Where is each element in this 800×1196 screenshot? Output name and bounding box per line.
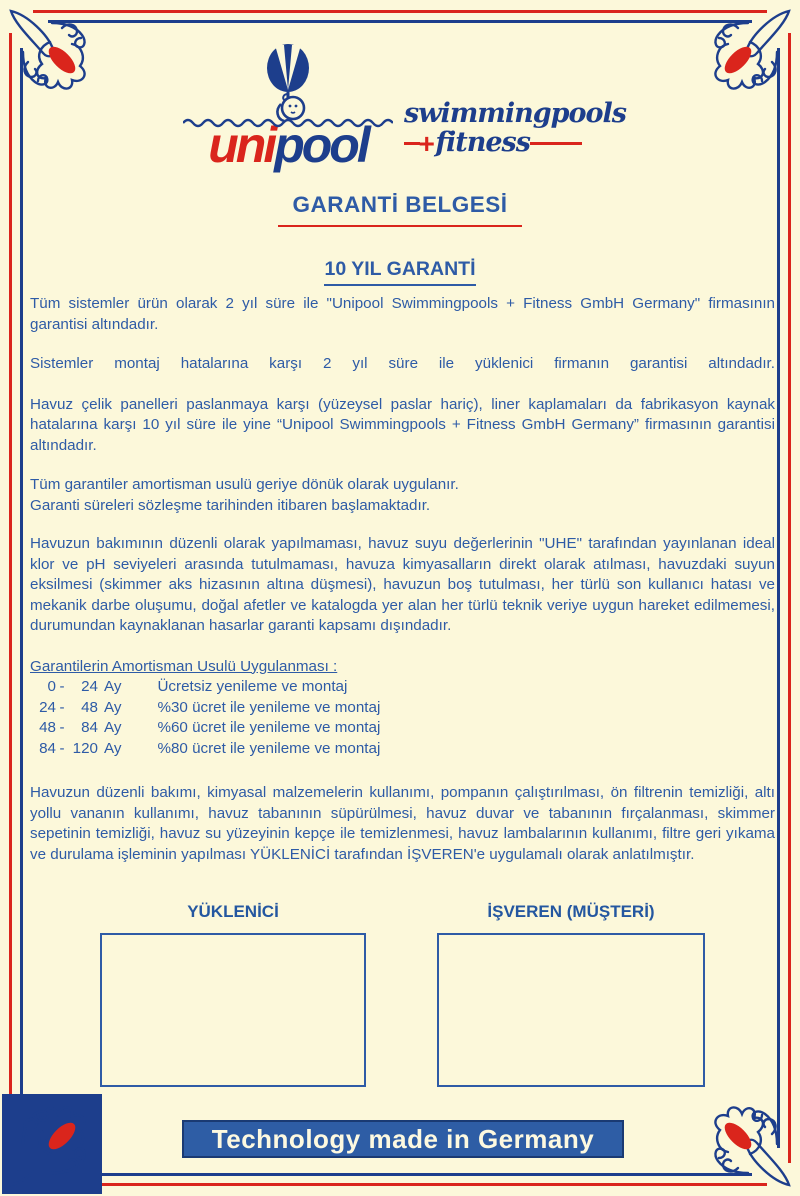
frame-line-red-top (33, 10, 767, 13)
range-from: 84 (39, 739, 56, 757)
document-subtitle (0, 258, 800, 286)
frame-line-blue-bottom (48, 1173, 752, 1176)
schedule-description: %60 ücret ile yenileme ve montaj (157, 719, 381, 736)
amortization-schedule-heading: Garantilerin Amortisman Usulü Uygulanması : (30, 657, 338, 675)
frame-line-blue-top (48, 20, 752, 23)
range-to: 84 (81, 719, 98, 736)
document-title-text: GARANTİ BELGESİ (278, 192, 521, 227)
plus-sign: + (418, 127, 435, 159)
schedule-description: %80 ücret ile yenileme ve montaj (157, 739, 381, 757)
range-to: 48 (81, 698, 98, 716)
document-title (0, 192, 800, 227)
paragraph-exclusions: Havuzun bakımının düzenli olarak yapılmaması, havuz suyu değerlerinin "UHE" tarafından yayınlanan ideal klor ve pH seviyeleri arasında tutulmaması, havuza kimyasalların direkt olarak atılması, havuzdaki suyun eksilmesi (skimmer aks hizasının altına düşmesi), havuzun boş tutulması, her türlü son kullanıcı hatası ve mekanik darbe oluşumu, doğal afetler ve katalogda yer alan her türlü teknik veriye uygun hareket edilmemesi, durumundan kaynaklanan hasarlar garanti kapsamı dışındadır. (30, 535, 775, 634)
range-to: 24 (81, 678, 98, 695)
signature-customer-box (437, 933, 705, 1087)
schedule-row (30, 739, 775, 760)
technology-banner (182, 1120, 624, 1158)
range-from: 24 (39, 698, 56, 716)
paragraph-product-warranty: Tüm sistemler ürün olarak 2 yıl süre ile "Unipool Swimmingpools + Fitness GmbH Germany" firmasının garantisi altındadır. (30, 295, 775, 333)
warranty-terms (30, 294, 775, 865)
signature-contractor-label: YÜKLENİCİ (187, 902, 279, 921)
paragraph-installation-warranty: Sistemler montaj hatalarına karşı 2 yıl süre ile yüklenici firmanın garantisi altındadır. (30, 355, 775, 372)
range-unit: Ay (104, 719, 122, 736)
range-dash: - (59, 698, 65, 716)
signature-customer (437, 902, 705, 1087)
tulip-corner-ornament-icon (698, 2, 798, 102)
schedule-row (30, 718, 775, 739)
frame-line-red-bottom (33, 1183, 767, 1186)
range-from: 48 (39, 719, 56, 736)
schedule-description: Ücretsiz yenileme ve montaj (157, 678, 348, 695)
water-wave-icon (183, 116, 393, 128)
range-unit: Ay (104, 739, 122, 757)
amortization-note-line2: Garanti süreleri sözleşme tarihinden itibaren başlamaktadır. (30, 496, 431, 514)
amortization-note-line1: Tüm garantiler amortisman usulü geriye dönük olarak uygulanır. (30, 476, 459, 493)
brand-uni: uni (208, 117, 275, 173)
tulip-corner-ornament-icon (2, 2, 102, 102)
tagline-fitness: fitness (435, 127, 530, 159)
range-unit: Ay (104, 698, 122, 716)
document-subtitle-text: 10 YIL GARANTİ (324, 258, 477, 286)
schedule-description: %30 ücret ile yenileme ve montaj (157, 698, 381, 716)
technology-banner-text: Technology made in Germany (211, 1123, 595, 1154)
amortization-schedule (30, 657, 775, 760)
diver-splash-icon (250, 42, 326, 126)
schedule-row (30, 677, 775, 698)
unipool-logo (183, 42, 393, 173)
signature-customer-label: İŞVEREN (MÜŞTERİ) (487, 902, 655, 921)
tulip-corner-ornament-icon (698, 1094, 798, 1194)
tagline-swimmingpools: swimmingpools (404, 98, 626, 129)
range-dash: - (59, 719, 65, 736)
range-from: 0 (47, 678, 56, 695)
schedule-row (30, 698, 775, 719)
tulip-corner-ornament-icon (2, 1094, 102, 1194)
range-unit: Ay (104, 678, 122, 695)
red-rule-right (530, 142, 582, 145)
signature-contractor (100, 902, 366, 1087)
paragraph-panel-liner-warranty: Havuz çelik panelleri paslanmaya karşı (yüzeysel paslar hariç), liner kaplamaları da fabrikasyon kaynak hatalarına karşı 10 yıl süre ile yine “Unipool Swimmingpools + Fitness GmbH Germany” firmasının garantisi altındadır. (30, 395, 775, 454)
brand-pool: pool (274, 117, 368, 173)
range-dash: - (59, 739, 65, 757)
range-dash: - (59, 678, 65, 695)
paragraph-amortization-note (30, 475, 775, 516)
range-to: 120 (72, 739, 98, 757)
paragraph-maintenance-training: Havuzun düzenli bakımı, kimyasal malzemelerin kullanımı, pompanın çalıştırılması, ön filtrenin temizliği, altı yollu vananın kullanımı, havuz tabanının süpürülmesi, havuz duvar ve tabanının fırçalanması, skimmer sepetinin temizliği, havuz su yüzeyinin kepçe ile temizlenmesi, havuz lambalarının kullanımı, filtre geri yıkama ve durulama işleminin yapılması YÜKLENİCİ tarafından İŞVEREN'e uygulamalı olarak anlatılmıştır. (30, 784, 775, 863)
swimmingpools-fitness-logo (404, 98, 626, 159)
signature-contractor-box (100, 933, 366, 1087)
